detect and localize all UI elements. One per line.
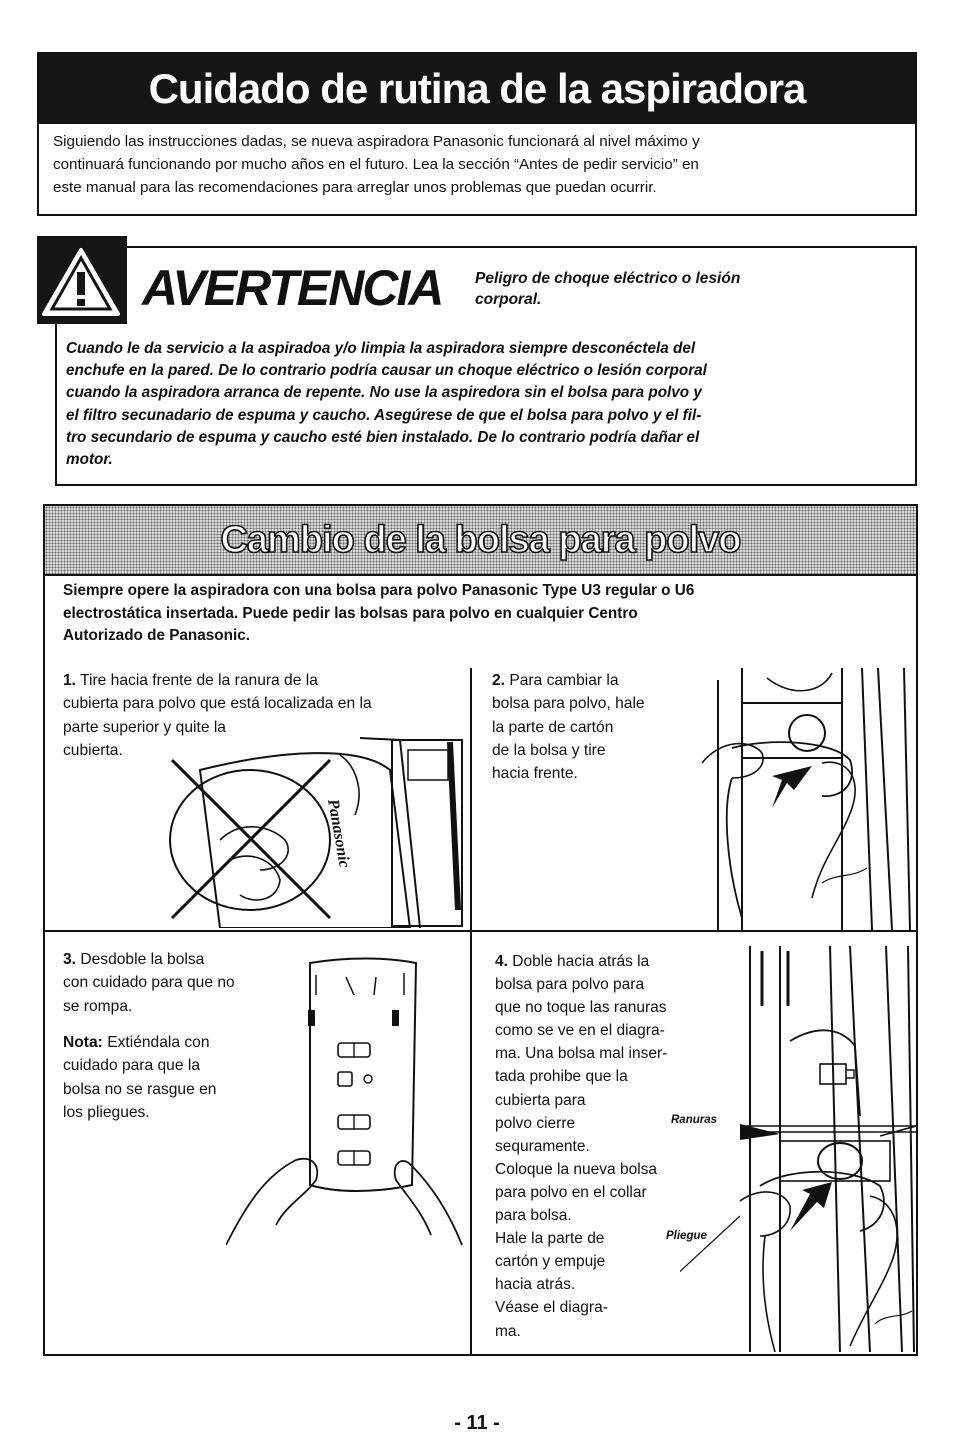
note-line: los pliegues. (63, 1103, 150, 1121)
warning-sub-line: Peligro de choque eléctrico o lesión (475, 270, 741, 287)
step-2-line: de la bolsa y tire (492, 741, 606, 759)
routine-care-text (39, 124, 915, 199)
step-3-line: se rompa. (63, 997, 133, 1015)
warning-line: cuando la aspiradora arranca de repente. No use la aspiredora sin el bolsa para polvo y (66, 384, 702, 402)
step-2-number: 2. (492, 672, 506, 689)
step-divider-vertical-top (470, 668, 472, 930)
step-2-line: la parte de cartón (492, 718, 614, 736)
step-4-line: cubierta para (495, 1091, 586, 1109)
care-line: Siguiendo las instrucciones dadas, se nueva aspiradora Panasonic funcionará al nivel máximo y (53, 133, 700, 150)
step-divider-vertical-bottom (470, 932, 472, 1354)
bag-intro-line: Siempre opere la aspiradora con una bolsa para polvo Panasonic Type U3 regular o U6 (63, 582, 695, 599)
step-3-line: Desdoble la bolsa (80, 951, 205, 968)
step-4-line: ma. (495, 1322, 521, 1340)
care-line: este manual para las recomendaciones para arreglar unos problemas que puedan ocurrir. (53, 179, 657, 196)
step-4-line: ma. Una bolsa mal inser- (495, 1045, 668, 1063)
warning-subheading (475, 268, 855, 310)
step-1-illustration (160, 730, 468, 928)
warning-line: motor. (66, 451, 113, 469)
step-4-line: Hale la parte de (495, 1230, 605, 1248)
note-line: Extiéndala con (107, 1034, 210, 1051)
care-line: continuará funcionando por mucho años en el futuro. Lea la sección “Antes de pedir servicio” en (53, 156, 699, 173)
step-4-line: Doble hacia atrás la (512, 953, 650, 970)
note-line: bolsa no se rasgue en (63, 1080, 217, 1098)
warning-heading: AVERTENCIA (142, 260, 443, 316)
step-2-line: bolsa para polvo, hale (492, 695, 645, 713)
label-pliegue: Pliegue (666, 1230, 707, 1242)
step-4-line: tada prohibe que la (495, 1068, 628, 1086)
warning-line: Cuando le da servicio a la aspiradoa y/o limpia la aspiradora siempre desconéctela del (66, 340, 696, 357)
routine-care-box (37, 52, 917, 216)
bag-change-title: Cambio de la bolsa para polvo (220, 518, 741, 561)
bag-change-header (45, 506, 916, 576)
step-4-line: hacia atrás. (495, 1276, 576, 1294)
step-2-text (492, 669, 692, 785)
step-4-illustration (680, 946, 916, 1352)
bag-intro-line: Autorizado de Panasonic. (63, 627, 250, 644)
step-3-number: 3. (63, 951, 77, 968)
step-3-illustration (226, 955, 466, 1251)
step-2-line: hacia frente. (492, 765, 578, 783)
page-number: - 11 - (454, 1412, 500, 1434)
warning-body (66, 338, 904, 471)
panasonic-logo-text: Panasonic (324, 797, 353, 869)
step-3-line: con cuidado para que no (63, 974, 235, 992)
step-4-number: 4. (495, 953, 508, 970)
step-divider-horizontal (43, 930, 918, 932)
step-1-line: cubierta para polvo que está localizada en la (63, 695, 372, 713)
note-label: Nota: (63, 1034, 103, 1051)
routine-care-title: Cuidado de rutina de la aspiradora (39, 54, 915, 124)
label-ranuras: Ranuras (671, 1114, 718, 1126)
step-4-line: cartón y empuje (495, 1253, 606, 1271)
step-4-line: para polvo en el collar (495, 1183, 647, 1201)
step-2-line: Para cambiar la (509, 672, 619, 689)
step-4-line: como se ve en el diagra- (495, 1022, 665, 1040)
step-4-line: bolsa para polvo para (495, 976, 645, 994)
step-2-illustration (672, 668, 916, 930)
note-line: cuidado para que la (63, 1057, 200, 1075)
bag-intro-line: electrostática insertada. Puede pedir las bolsas para polvo en cualquier Centro (63, 604, 638, 622)
step-4-line: Véase el diagra- (495, 1299, 608, 1317)
step-1-line: cubierta. (63, 741, 123, 759)
step-1-line: Tire hacia frente de la ranura de la (80, 672, 318, 689)
warning-sub-line: corporal. (475, 291, 542, 308)
step-4-line: que no toque las ranuras (495, 999, 667, 1017)
warning-line: tro secundario de espuma y caucho esté bien instalado. De lo contrario podría dañar el (66, 428, 700, 446)
step-4-line: polvo cierre (495, 1114, 576, 1132)
warning-triangle-icon (40, 244, 122, 318)
bag-intro (63, 580, 893, 648)
warning-line: enchufe en la pared. De lo contrario podría causar un choque eléctrico o lesión corporal (66, 362, 707, 380)
step-4-line: Coloque la nueva bolsa (495, 1160, 658, 1178)
step-1-line: parte superior y quite la (63, 718, 226, 736)
step-1-number: 1. (63, 672, 77, 689)
warning-line: el filtro secunadario de espuma y caucho. Asegúrese de que el bolsa para polvo y el fil- (66, 406, 702, 424)
step-4-line: sequramente. (495, 1137, 590, 1155)
step-4-line: para bolsa. (495, 1207, 572, 1225)
